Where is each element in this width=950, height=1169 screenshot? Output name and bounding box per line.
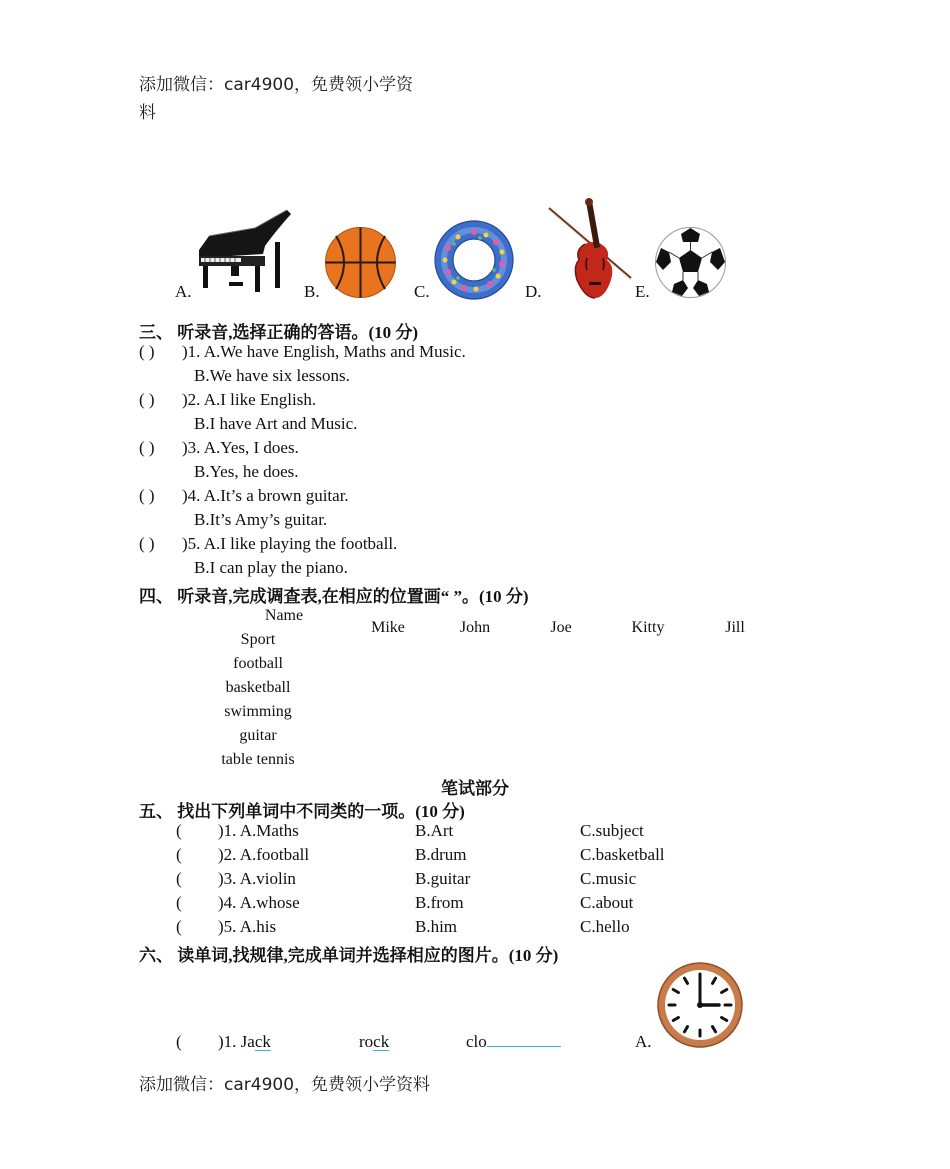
- watermark-top-line1: 添加微信：car4900，免费领小学资: [139, 75, 414, 95]
- written-part-title: 笔试部分: [441, 779, 509, 798]
- table-col-name: John: [459, 619, 491, 636]
- answer-paren[interactable]: ( ): [139, 342, 155, 361]
- football-icon: [654, 226, 727, 299]
- answer-paren[interactable]: (: [176, 821, 182, 840]
- section4-title: 四、 听录音,完成调查表,在相应的位置画“ ”。(10 分): [139, 587, 529, 606]
- option-c: C.music: [580, 869, 637, 888]
- basketball-icon: [324, 226, 397, 299]
- word-jack-underlined: ck: [254, 1032, 271, 1051]
- question-option-b: B.We have six lessons.: [194, 366, 350, 385]
- table-row-sport: guitar: [239, 727, 277, 744]
- watermark-bottom: 添加微信：car4900，免费领小学资料: [139, 1075, 431, 1095]
- table-col-name: Mike: [371, 619, 405, 636]
- table-row-sport: swimming: [224, 703, 292, 720]
- question-option-b: B.I can play the piano.: [194, 558, 348, 577]
- answer-paren[interactable]: (: [176, 845, 182, 864]
- word-jack: [218, 1032, 271, 1052]
- table-col-name: Kitty: [631, 619, 665, 636]
- swim-ring-icon: [434, 220, 514, 300]
- answer-paren[interactable]: (: [176, 869, 182, 888]
- table-col-name: Joe: [550, 619, 572, 636]
- picture-label-c: C.: [414, 282, 430, 301]
- option-a: )2. A.football: [218, 845, 310, 864]
- question-option-b: B.Yes, he does.: [194, 462, 299, 481]
- question-option-b: B.I have Art and Music.: [194, 414, 358, 433]
- word-rock-prefix: ro: [359, 1032, 374, 1051]
- picture-option-a: A.: [635, 1032, 652, 1051]
- word-jack-prefix: )1. Ja: [218, 1032, 255, 1051]
- option-a: )4. A.whose: [218, 893, 300, 912]
- word-rock-underlined: ck: [373, 1032, 390, 1051]
- option-b: B.from: [415, 893, 464, 912]
- picture-label-a: A.: [175, 282, 192, 301]
- word-clo-prefix: clo: [466, 1032, 487, 1051]
- picture-label-e: E.: [635, 282, 650, 301]
- section6-title: 六、 读单词,找规律,完成单词并选择相应的图片。(10 分): [139, 946, 559, 965]
- answer-paren[interactable]: ( ): [139, 534, 155, 553]
- option-a: )5. A.his: [218, 917, 277, 936]
- option-b: B.guitar: [415, 869, 471, 888]
- word-clo: [466, 1032, 561, 1052]
- section5-title: 五、 找出下列单词中不同类的一项。(10 分): [139, 802, 465, 821]
- answer-paren[interactable]: (: [176, 893, 182, 912]
- question-option-a: )1. A.We have English, Maths and Music.: [182, 342, 466, 361]
- table-row-sport: basketball: [225, 679, 291, 696]
- word-rock: [359, 1032, 389, 1052]
- question-option-a: )2. A.I like English.: [182, 390, 317, 409]
- table-row-sport: football: [233, 655, 283, 672]
- section3-title: 三、 听录音,选择正确的答语。(10 分): [139, 323, 419, 342]
- question-option-a: )5. A.I like playing the football.: [182, 534, 398, 553]
- table-header-name: Name: [264, 607, 304, 624]
- word-blank-input[interactable]: [487, 1045, 561, 1047]
- option-b: B.him: [415, 917, 458, 936]
- answer-paren[interactable]: ( ): [139, 390, 155, 409]
- answer-paren[interactable]: (: [176, 917, 182, 936]
- piano-icon: [195, 206, 295, 298]
- option-c: C.basketball: [580, 845, 665, 864]
- answer-paren[interactable]: (: [176, 1032, 182, 1051]
- clock-icon: [655, 961, 745, 1049]
- option-a: )3. A.violin: [218, 869, 296, 888]
- picture-label-d: D.: [525, 282, 542, 301]
- option-c: C.about: [580, 893, 634, 912]
- option-c: C.subject: [580, 821, 644, 840]
- answer-paren[interactable]: ( ): [139, 486, 155, 505]
- question-option-b: B.It’s Amy’s guitar.: [194, 510, 328, 529]
- table-col-name: Jill: [725, 619, 745, 636]
- picture-label-b: B.: [304, 282, 320, 301]
- option-c: C.hello: [580, 917, 630, 936]
- table-header-sport: Sport: [240, 631, 276, 648]
- question-option-a: )3. A.Yes, I does.: [182, 438, 299, 457]
- violin-icon: [545, 194, 637, 300]
- question-option-a: )4. A.It’s a brown guitar.: [182, 486, 349, 505]
- option-b: B.Art: [415, 821, 454, 840]
- option-a: )1. A.Maths: [218, 821, 299, 840]
- answer-paren[interactable]: ( ): [139, 438, 155, 457]
- option-b: B.drum: [415, 845, 467, 864]
- watermark-top-line2: 料: [139, 103, 156, 123]
- table-row-sport: table tennis: [221, 751, 295, 768]
